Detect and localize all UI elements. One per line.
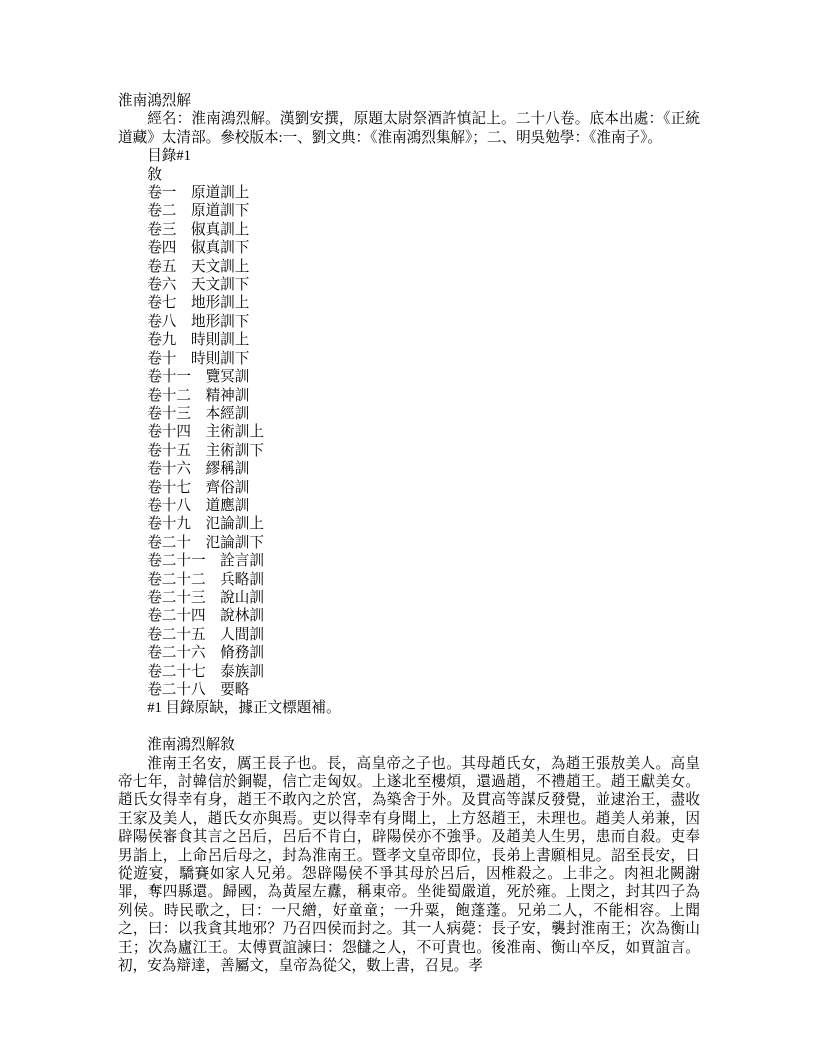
toc-entry [118, 515, 700, 533]
toc-entry-title: 俶真訓上 [190, 221, 250, 238]
toc-entry [118, 681, 700, 699]
toc-entry-title: 主術訓上 [205, 424, 264, 441]
toc-entry-title: 齊俗訓 [205, 479, 250, 496]
toc-entry-title: 氾論訓下 [205, 534, 264, 551]
toc-list [118, 184, 700, 699]
toc-entry-chapter: 卷十九 [147, 516, 191, 533]
toc-entry-chapter: 卷十四 [147, 424, 191, 441]
toc-preface-label: 敘 [147, 166, 162, 183]
toc-entry-title: 氾論訓上 [205, 516, 264, 533]
toc-entry-chapter: 卷八 [147, 313, 177, 330]
toc-entry-chapter: 卷五 [147, 258, 177, 275]
toc-entry-title: 地形訓上 [190, 295, 250, 312]
toc-entry-title: 覽冥訓 [205, 369, 250, 386]
toc-entry-title: 要略 [220, 682, 250, 698]
toc-entry-chapter: 卷六 [147, 277, 177, 294]
document-title: 淮南鴻烈解 [118, 93, 191, 109]
toc-entry-chapter: 卷十五 [147, 442, 191, 459]
toc-entry-chapter: 卷一 [147, 185, 177, 202]
toc-entry [118, 460, 700, 478]
toc-entry-chapter: 卷三 [147, 221, 177, 238]
toc-entry-title: 詮言訓 [220, 553, 264, 570]
toc-entry [118, 350, 700, 368]
toc-entry-title: 說林訓 [220, 608, 264, 625]
section-paragraph: 淮南王名安，厲王長子也。長，高皇帝之子也。其母趙氏女，為趙王張敖美人。高皇帝七年，討韓信於銅鞮，信亡走匈奴。上遂北至樓煩，還過趙，不禮趙王。趙王獻美女。趙氏女得幸有身，趙王不敢內之於宮，為築舍于外。及貫高等謀反發覺，並逮治王，盡收王家及美人，趙氏女亦與焉。吏以得幸有身聞上，上方怒趙王，未理也。趙美人弟兼，因辟陽侯審食其言之呂后，呂后不肯白，辟陽侯亦不強爭。及趙美人生男，患而自殺。吏奉男詣上，上命呂后母之，封為淮南王。暨孝文皇帝即位，長弟上書願相見。詔至長安，日從遊宴，驕賽如家人兄弟。怨辟陽侯不爭其母於呂后，因椎殺之。上非之。肉袒北闕謝罪，奪四縣還。歸國，為黃屋左纛，稱東帝。坐徙蜀嚴道，死於雍。上閔之，封其四子為列侯。時民歌之，曰：一尺繒，好童童；一升粟，飽蓬蓬。兄弟二人，不能相容。上聞之，曰：以我貪其地邪？乃召四侯而封之。其一人病薨：長子安，襲封淮南王；次為衡山王；次為廬江王。太傅賈誼諫曰：怨讎之人，不可貴也。後淮南、衡山卒反，如賈誼言。初，安為辯達，善屬文，皇帝為從父，數上書，召見。孝 [118, 755, 700, 975]
toc-entry [118, 313, 700, 331]
toc-entry [118, 368, 700, 386]
section-heading: 淮南鴻烈解敘 [147, 737, 235, 754]
toc-entry [118, 571, 700, 589]
toc-entry [118, 534, 700, 552]
toc-entry-title: 原道訓下 [190, 203, 250, 220]
toc-entry [118, 423, 700, 441]
toc-entry [118, 626, 700, 644]
toc-entry [118, 442, 700, 460]
toc-entry [118, 387, 700, 405]
toc-entry [118, 552, 700, 570]
toc-entry-chapter: 卷二十八 [147, 682, 206, 698]
toc-entry [118, 276, 700, 294]
toc-entry-title: 道應訓 [205, 497, 250, 514]
toc-entry-title: 脩務訓 [220, 645, 264, 662]
toc-entry [118, 479, 700, 497]
colophon-paragraph: 經名：淮南鴻烈解。漢劉安撰，原題太尉祭酒許慎記上。二十八卷。底本出處：《正統道藏》太清部。參校版本:一、劉文典：《淮南鴻烈集解》；二、明吳勉學：《淮南子》。 [118, 111, 700, 146]
toc-entry-title: 說山訓 [220, 589, 264, 606]
toc-entry-chapter: 卷二十五 [147, 626, 206, 643]
toc-entry-chapter: 卷十 [147, 350, 177, 367]
toc-entry-title: 天文訓下 [190, 277, 250, 294]
toc-footnote: #1 目錄原缺，據正文標題補。 [147, 700, 341, 717]
toc-entry-chapter: 卷二十七 [147, 663, 206, 680]
toc-entry-chapter: 卷十六 [147, 461, 191, 478]
toc-entry-title: 地形訓下 [190, 313, 250, 330]
toc-entry [118, 607, 700, 625]
toc-entry-chapter: 卷十三 [147, 405, 191, 422]
toc-entry-chapter: 卷七 [147, 295, 177, 312]
toc-entry [118, 258, 700, 276]
toc-entry-chapter: 卷十二 [147, 387, 191, 404]
toc-entry-chapter: 卷二十三 [147, 589, 206, 606]
toc-entry-title: 原道訓上 [190, 185, 250, 202]
toc-entry [118, 405, 700, 423]
toc-entry [118, 239, 700, 257]
toc-entry-title: 天文訓上 [190, 258, 250, 275]
toc-entry [118, 184, 700, 202]
toc-entry-chapter: 卷二十二 [147, 571, 206, 588]
toc-entry-title: 泰族訓 [220, 663, 264, 680]
toc-entry-title: 人間訓 [220, 626, 264, 643]
document-content [118, 92, 700, 975]
toc-heading: 目錄#1 [147, 148, 191, 165]
toc-entry-title: 兵略訓 [220, 571, 264, 588]
toc-entry [118, 331, 700, 349]
toc-entry-title: 時則訓下 [190, 350, 250, 367]
toc-entry-chapter: 卷十一 [147, 369, 191, 386]
toc-entry-chapter: 卷二十一 [147, 553, 206, 570]
toc-entry-title: 精神訓 [205, 387, 250, 404]
toc-entry [118, 294, 700, 312]
toc-entry [118, 221, 700, 239]
toc-entry [118, 663, 700, 681]
toc-entry [118, 644, 700, 662]
toc-entry-title: 俶真訓下 [190, 240, 250, 257]
toc-entry-chapter: 卷二十 [147, 534, 191, 551]
toc-entry-chapter: 卷十七 [147, 479, 191, 496]
toc-entry-title: 時則訓上 [190, 332, 250, 349]
toc-entry [118, 202, 700, 220]
toc-entry-chapter: 卷二十四 [147, 608, 206, 625]
toc-entry-chapter: 卷二 [147, 203, 177, 220]
toc-entry-title: 本經訓 [205, 405, 250, 422]
toc-entry [118, 589, 700, 607]
toc-entry-title: 主術訓下 [205, 442, 264, 459]
toc-entry-chapter: 卷十八 [147, 497, 191, 514]
toc-entry [118, 497, 700, 515]
toc-entry-chapter: 卷四 [147, 240, 177, 257]
toc-entry-title: 繆稱訓 [205, 461, 250, 478]
toc-entry-chapter: 卷二十六 [147, 645, 206, 662]
toc-entry-chapter: 卷九 [147, 332, 177, 349]
